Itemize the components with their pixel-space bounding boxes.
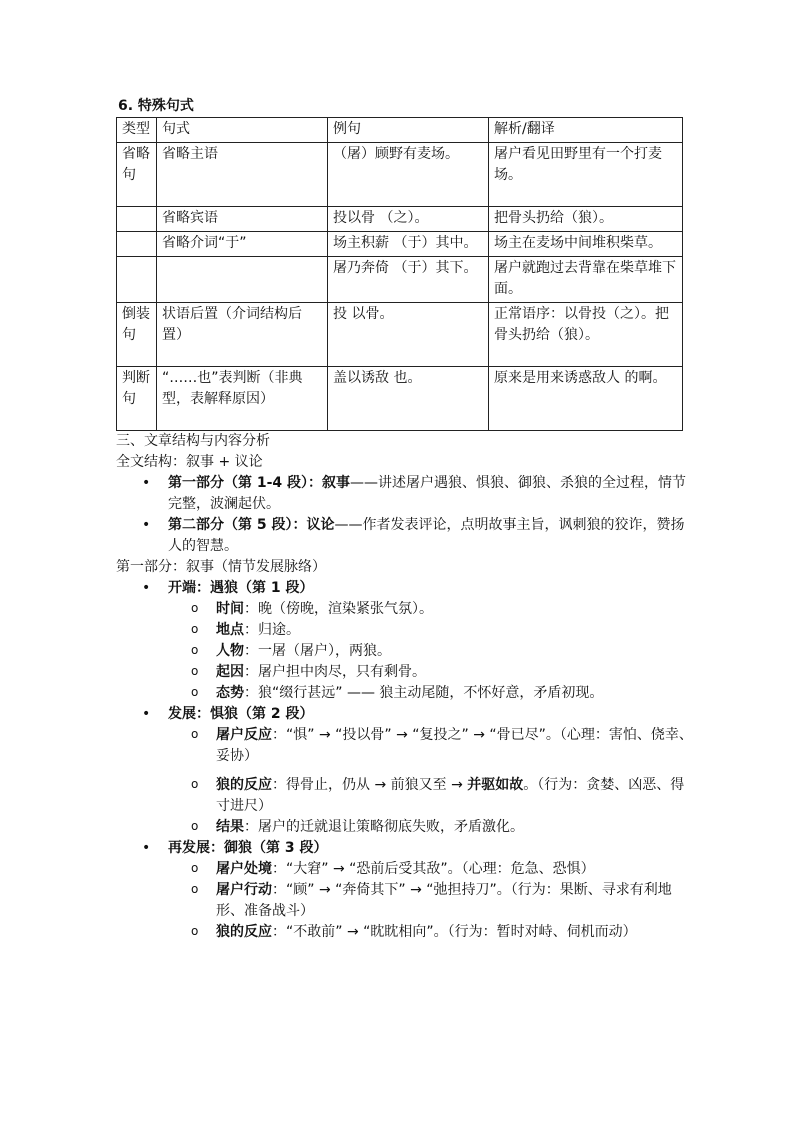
cell-pattern: 省略介词“于”	[157, 232, 328, 257]
special-sentence-table	[116, 117, 683, 431]
cell-type: 倒装句	[117, 303, 157, 367]
stage-items	[168, 599, 696, 704]
cell-example: （屠）顾野有麦场。	[328, 143, 489, 207]
cell-type	[117, 207, 157, 232]
list-item	[116, 473, 696, 515]
part-text: ——讲述屠户遇狼、惧狼、御狼、杀狼的全过程，情节完整，波澜起伏。	[168, 475, 687, 512]
cell-analysis: 正常语序：以骨投（之）。把骨头扔给（狼）。	[489, 303, 683, 367]
stage-label: 再发展：御狼（第 3 段）	[168, 840, 328, 856]
cell-example: 屠乃奔倚 （于）其下。	[328, 257, 489, 303]
list-item	[116, 515, 696, 557]
part-one-title: 第一部分：叙事（情节发展脉络）	[116, 559, 326, 575]
part-label: 第二部分（第 5 段）：议论	[168, 517, 335, 533]
list-item	[116, 641, 696, 662]
cell-pattern: 省略主语	[157, 143, 328, 207]
list-item	[116, 620, 696, 641]
item-value: ：“不敢前” → “眈眈相向”。（行为：暂时对峙、伺机而动）	[272, 924, 637, 940]
part-label: 第一部分（第 1-4 段）：叙事	[168, 475, 351, 491]
item-key: 态势	[216, 685, 244, 701]
item-value: ：“顾” → “奔倚其下” → “弛担持刀”。（行为：果断、寻求有利地形、准备战斗）	[216, 882, 672, 919]
section-three-title: 三、文章结构与内容分析	[116, 433, 270, 449]
item-value: ：得骨止，仍从 → 前狼又至 →	[272, 777, 468, 793]
header-type: 类型	[117, 118, 157, 143]
item-key: 屠户行动	[216, 882, 272, 898]
cell-analysis: 把骨头扔给（狼）。	[489, 207, 683, 232]
item-tail: 。（行为：贪婪、凶恶、得寸进尺）	[216, 777, 685, 814]
list-item	[116, 775, 696, 817]
item-key: 地点	[216, 622, 244, 638]
list-item	[116, 704, 696, 838]
item-bold-tail: 并驱如故	[467, 777, 524, 793]
stage-label: 发展：惧狼（第 2 段）	[168, 706, 314, 722]
list-item	[116, 662, 696, 683]
section-heading-special-sentences: 6. 特殊句式	[118, 98, 194, 114]
item-key: 人物	[216, 643, 244, 659]
document-page	[116, 96, 696, 943]
cell-pattern	[157, 257, 328, 303]
list-item	[116, 683, 696, 704]
cell-pattern: 省略宾语	[157, 207, 328, 232]
table-row	[117, 143, 683, 207]
stage-items	[168, 725, 696, 838]
item-value: ：“大窘” → “恐前后受其敌”。（心理：危急、恐惧）	[272, 861, 595, 877]
item-value: ：一屠（屠户），两狼。	[244, 643, 391, 659]
item-key: 屠户处境	[216, 861, 272, 877]
table-row	[117, 303, 683, 367]
cell-analysis: 屠户就跑过去背靠在柴草堆下面。	[489, 257, 683, 303]
item-value: ：屠户担中肉尽，只有剩骨。	[244, 664, 426, 680]
list-item	[116, 922, 696, 943]
cell-pattern: 状语后置（介词结构后置）	[157, 303, 328, 367]
table-row	[117, 232, 683, 257]
cell-type	[117, 257, 157, 303]
item-key: 起因	[216, 664, 244, 680]
header-pattern: 句式	[157, 118, 328, 143]
structure-analysis	[116, 431, 696, 943]
list-item	[116, 859, 696, 880]
list-item	[116, 838, 696, 943]
part-text: ——作者发表评论，点明故事主旨，讽刺狼的狡诈，赞扬人的智慧。	[168, 517, 685, 554]
item-key: 时间	[216, 601, 244, 617]
cell-type: 省略句	[117, 143, 157, 207]
table-row	[117, 367, 683, 431]
cell-pattern: “……也”表判断（非典型，表解释原因）	[157, 367, 328, 431]
item-value: ：狼“缀行甚远” —— 狼主动尾随，不怀好意，矛盾初现。	[244, 685, 604, 701]
cell-example: 投 以骨。	[328, 303, 489, 367]
stages-list	[116, 578, 696, 943]
header-example: 例句	[328, 118, 489, 143]
list-item	[116, 880, 696, 922]
cell-example: 场主积薪 （于）其中。	[328, 232, 489, 257]
list-item	[116, 725, 696, 767]
table-header-row	[117, 118, 683, 143]
cell-example: 投以骨 （之）。	[328, 207, 489, 232]
cell-type: 判断句	[117, 367, 157, 431]
item-value: ：屠户的迁就退让策略彻底失败，矛盾激化。	[244, 819, 524, 835]
cell-analysis: 场主在麦场中间堆积柴草。	[489, 232, 683, 257]
item-key: 屠户反应	[216, 727, 272, 743]
list-item	[116, 817, 696, 838]
cell-example: 盖以诱敌 也。	[328, 367, 489, 431]
item-key: 狼的反应	[216, 924, 272, 940]
table-row	[117, 207, 683, 232]
table-row	[117, 257, 683, 303]
list-item	[116, 578, 696, 704]
cell-analysis: 屠户看见田野里有一个打麦场。	[489, 143, 683, 207]
item-value: ：晚（傍晚，渲染紧张气氛）。	[244, 601, 433, 617]
item-key: 狼的反应	[216, 777, 272, 793]
cell-type	[117, 232, 157, 257]
header-analysis: 解析/翻译	[489, 118, 683, 143]
cell-analysis: 原来是用来诱惑敌人 的啊。	[489, 367, 683, 431]
list-item	[116, 599, 696, 620]
overall-structure: 全文结构：叙事 + 议论	[116, 454, 263, 470]
parts-list	[116, 473, 696, 557]
item-key: 结果	[216, 819, 244, 835]
stage-label: 开端：遇狼（第 1 段）	[168, 580, 314, 596]
item-value: ：归途。	[244, 622, 300, 638]
stage-items	[168, 859, 696, 943]
item-value: ：“惧” → “投以骨” → “复投之” → “骨已尽”。（心理：害怕、侥幸、妥协）	[216, 727, 693, 764]
